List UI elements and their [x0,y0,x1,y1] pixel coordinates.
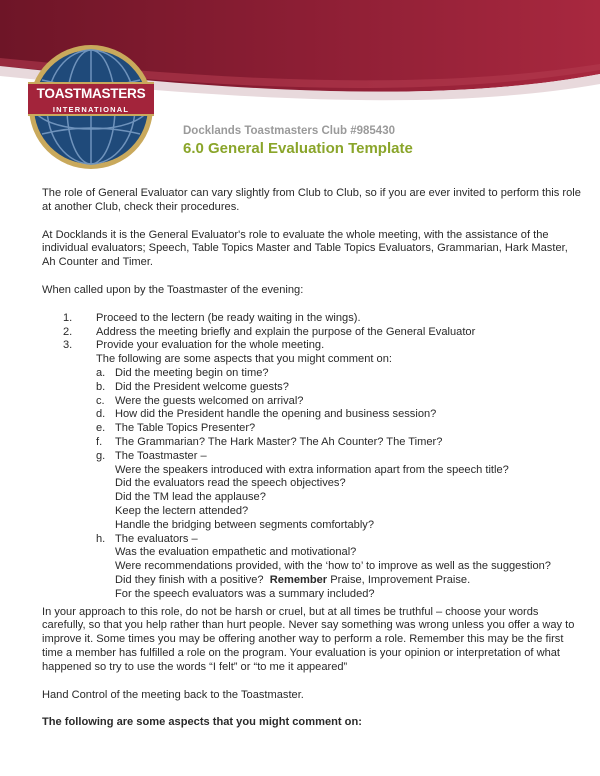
finish-suffix: Praise, Improvement Praise. [330,573,471,586]
list-letter: f. [96,435,103,448]
list-item [42,367,582,381]
intro-paragraph: At Docklands it is the General Evaluator's role to evaluate the whole meeting, with the assistance of the individual evaluators; Speech, Table Topics Master and Table Topics Evaluators, Grammarian, Hark Master, Ah Counter and Timer. [42,228,568,269]
list-letter: b. [96,380,106,393]
list-text: The Grammarian? The Hark Master? The Ah Counter? The Timer? [115,435,443,448]
list-text: The Toastmaster – [115,449,207,462]
toastmaster-point: Did the evaluators read the speech objectives? [115,477,346,490]
list-item [42,381,582,395]
list-number: 1. [63,311,73,324]
toastmaster-point: Handle the bridging between segments comfortably? [115,518,375,531]
list-text: The Table Topics Presenter? [115,422,256,435]
closing-heading-text: The following are some aspects that you might comment on: [42,716,362,729]
toastmaster-point: Were the speakers introduced with extra information apart from the speech title? [115,463,509,476]
logo-subtitle: INTERNATIONAL [52,105,130,114]
list-item [42,408,582,422]
list-item [42,533,582,547]
list-text: Did the meeting begin on time? [115,366,269,379]
toastmaster-point: Did the TM lead the applause? [115,491,266,504]
list-item [42,436,582,450]
evaluator-point: Was the evaluation empathetic and motivational? [115,546,357,559]
list-item [42,450,582,464]
evaluator-point: For the speech evaluators was a summary included? [115,587,375,600]
aspects-intro: The following are some aspects that you might comment on: [96,353,392,366]
closing-heading [42,716,582,730]
page-title: 6.0 General Evaluation Template [183,140,413,157]
list-letter: g. [96,449,106,462]
logo-wordmark: TOASTMASTERS [36,86,146,101]
list-letter: a. [96,366,106,379]
list-text: How did the President handle the opening and business session? [115,408,437,421]
list-item [42,339,582,353]
list-item [42,326,582,340]
list-text: The evaluators – [115,532,198,545]
list-letter: c. [96,394,105,407]
intro-paragraph: The role of General Evaluator can vary slightly from Club to Club, so if you are ever invited to perform this role at another Club, check their procedures. [42,187,581,213]
list-text: Address the meeting briefly and explain the purpose of the General Evaluator [96,325,476,338]
list-text: Did the President welcome guests? [115,380,289,393]
approach-paragraph: In your approach to this role, do not be harsh or cruel, but at all times be truthful – choose your words carefully, so that you help rather than hurt people. Never say something was wrong unless you offer a way to improve it. Some times you may be offering another way to perform a role. Remember this may be the first time a member has fulfilled a role on the program. Your evaluation is your opinion or interpretation of what happened so try to use the words “I felt” or “to me it appeared” [42,605,575,673]
list-letter: e. [96,422,106,435]
list-text: Proceed to the lectern (be ready waiting in the wings). [96,311,361,324]
remember-emphasis: Remember [269,573,328,586]
list-text: Were the guests welcomed on arrival? [115,394,304,407]
handback-paragraph: Hand Control of the meeting back to the Toastmaster. [42,688,304,701]
list-item [42,422,582,436]
evaluator-point [42,574,582,588]
evaluator-point: Were recommendations provided, with the ‘how to’ to improve as well as the suggestion? [115,560,551,573]
list-letter: d. [96,408,106,421]
list-item [42,312,582,326]
list-number: 3. [63,339,73,352]
list-number: 2. [63,325,73,338]
club-name: Docklands Toastmasters Club #985430 [183,125,395,137]
toastmaster-point: Keep the lectern attended? [115,504,249,517]
finish-prefix: Did they finish with a positive? [115,573,264,586]
document-body [42,187,582,730]
list-item [42,395,582,409]
toastmasters-logo [28,44,154,170]
list-letter: h. [96,532,106,545]
list-text: Provide your evaluation for the whole meeting. [96,339,325,352]
intro-paragraph: When called upon by the Toastmaster of the evening: [42,283,304,296]
